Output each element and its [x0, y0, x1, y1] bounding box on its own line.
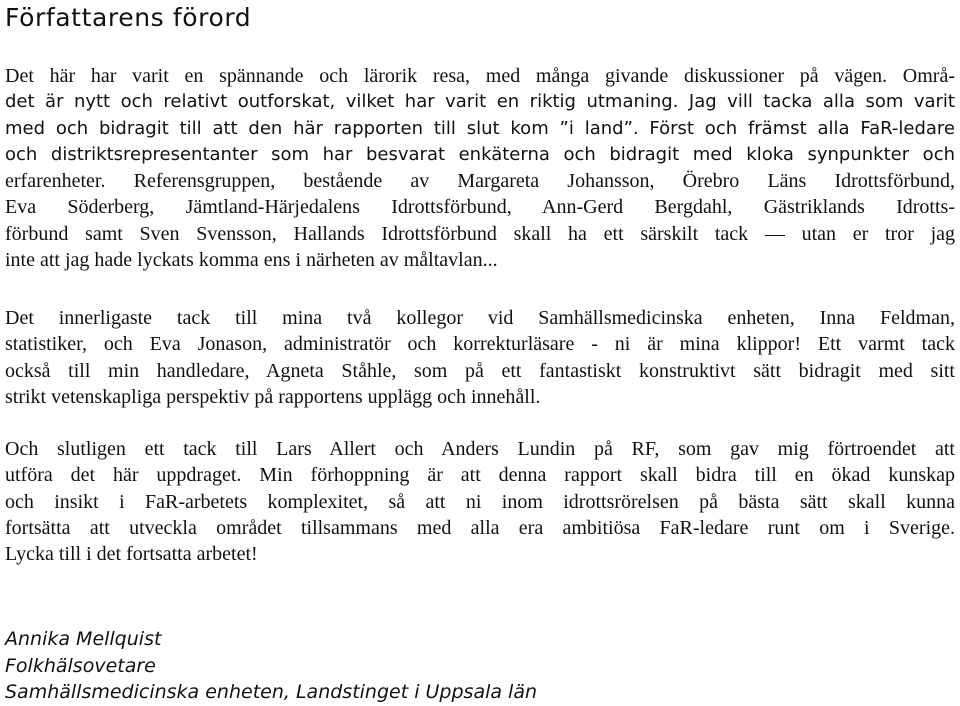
page-title: Författarens förord — [5, 3, 252, 32]
paragraph-line: Lycka till i det fortsatta arbetet! — [5, 543, 258, 566]
paragraph-intro — [5, 63, 955, 273]
paragraph-line: också till min handledare, Agneta Ståhle, som på ett fantastiskt konstruktivt sätt bidragit med sitt — [5, 359, 955, 382]
paragraph-line: förbund samt Sven Svensson, Hallands Idrottsförbund skall ha ett särskilt tack — utan er tror jag — [5, 222, 955, 245]
paragraph-line: Det innerligaste tack till mina två kollegor vid Samhällsmedicinska enheten, Inna Feldman, — [5, 307, 955, 329]
paragraph-line: och insikt i FaR-arbetets komplexitet, så att ni inom idrottsrörelsen på bästa sätt skall kunna — [5, 490, 955, 513]
paragraph-closing — [5, 436, 955, 567]
paragraph-line: Eva Söderberg, Jämtland-Härjedalens Idrottsförbund, Ann-Gerd Bergdahl, Gästriklands Idrotts- — [5, 196, 955, 219]
paragraph-line: det är nytt och relativt outforskat, vilket har varit en riktig utmaning. Jag vill tacka alla som varit — [5, 91, 955, 113]
paragraph-line: fortsätta att utveckla området tillsammans med alla era ambitiösa FaR-ledare runt om i Sverige. — [5, 516, 955, 539]
paragraph-line: strikt vetenskapliga perspektiv på rapportens upplägg och innehåll. — [5, 385, 541, 408]
paragraph-line: Och slutligen ett tack till Lars Allert och Anders Lundin på RF, som gav mig förtroendet att — [5, 438, 955, 460]
author-name: Annika Mellquist — [5, 628, 162, 650]
paragraph-line: Det här har varit en spännande och lärorik resa, med många givande diskussioner på vägen. Områ- — [5, 65, 955, 87]
paragraph-thanks-colleagues — [5, 305, 955, 410]
paragraph-line: med och bidragit till att den här rapporten till slut kom ”i land”. Först och främst alla FaR-ledare — [5, 117, 955, 139]
paragraph-line: erfarenheter. Referensgruppen, bestående av Margareta Johansson, Örebro Läns Idrottsförbund, — [5, 170, 955, 193]
signature-block — [5, 626, 537, 706]
author-affiliation: Samhällsmedicinska enheten, Landstinget i Uppsala län — [5, 681, 538, 703]
paragraph-line: statistiker, och Eva Jonason, administratör och korrekturläsare - ni är mina klippor! Ett varmt tack — [5, 333, 955, 356]
document-page — [5, 0, 955, 703]
paragraph-line: och distriktsrepresentanter som har besvarat enkäterna och bidragit med kloka synpunkter och — [5, 143, 955, 165]
author-role: Folkhälsovetare — [5, 654, 156, 677]
paragraph-line: utföra det här uppdraget. Min förhoppning är att denna rapport skall bidra till en ökad kunskap — [5, 464, 955, 487]
paragraph-line: inte att jag hade lyckats komma ens i närheten av måltavlan... — [5, 249, 498, 272]
